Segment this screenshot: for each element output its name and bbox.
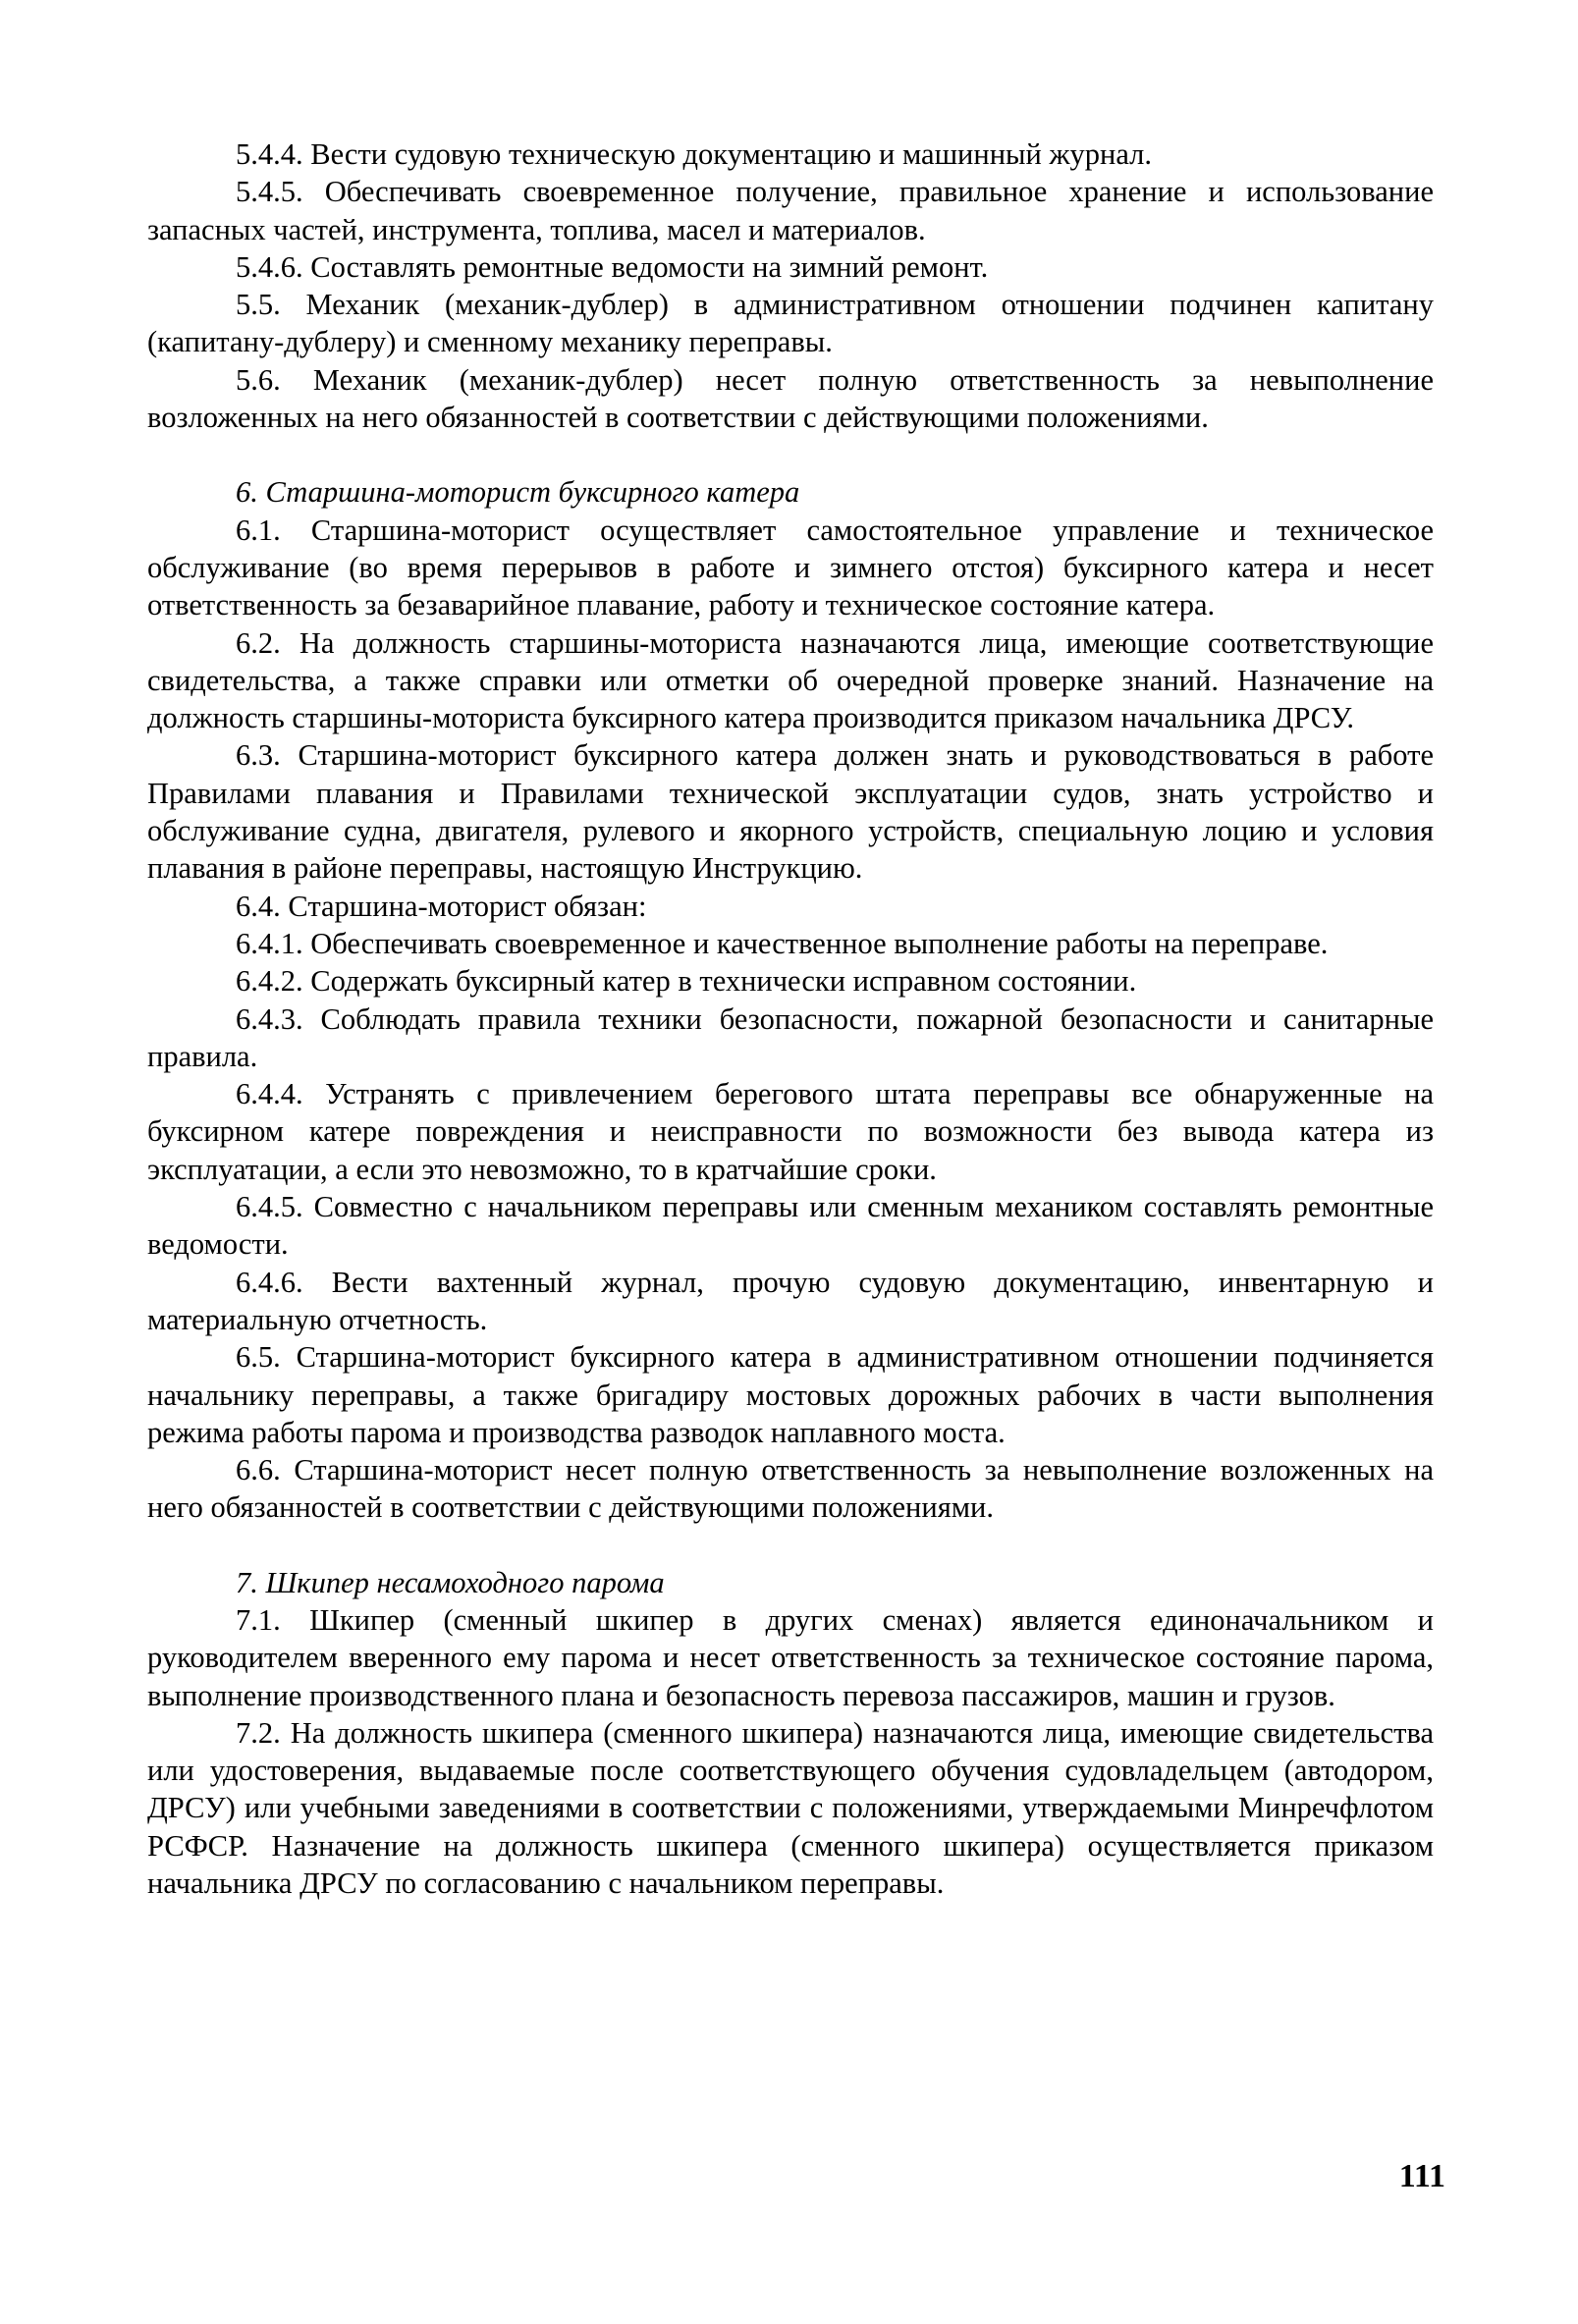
paragraph-6-4-6: 6.4.6. Вести вахтенный журнал, прочую судовую документацию, инвентарную и материальную отчетность. <box>147 1265 1434 1336</box>
paragraph-5-5: 5.5. Механик (механик-дублер) в административном отношении подчинен капитану (капитану-дублеру) и сменному механику переправы. <box>147 288 1434 359</box>
paragraph-6-4-3: 6.4.3. Соблюдать правила техники безопасности, пожарной безопасности и санитарные правила. <box>147 1001 1434 1073</box>
paragraph-6-4: 6.4. Старшина-моторист обязан: <box>236 889 647 923</box>
paragraph-6-4-5: 6.4.5. Совместно с начальником переправы или сменным механиком составлять ремонтные ведомости. <box>147 1190 1434 1262</box>
paragraph-5-4-4: 5.4.4. Вести судовую техническую документацию и машинный журнал. <box>236 137 1153 171</box>
paragraph-7-1: 7.1. Шкипер (сменный шкипер в других сменах) является единоначальником и руководителем вверенного ему парома и несет ответственность за техническое состояние парома, выполнение производственного плана и безопасность перевоза пассажиров, машин и грузов. <box>147 1602 1434 1712</box>
paragraph-6-6: 6.6. Старшина-моторист несет полную ответственность за невыполнение возложенных на него обязанностей в соответствии с действующими положениями. <box>147 1453 1434 1525</box>
paragraph-5-6: 5.6. Механик (механик-дублер) несет полную ответственность за невыполнение возложенных на него обязанностей в соответствии с действующими положениями. <box>147 362 1434 435</box>
paragraph-6-5: 6.5. Старшина-моторист буксирного катера в административном отношении подчиняется начальнику переправы, а также бригадиру мостовых дорожных рабочих в части выполнения режима работы парома и производства разводок наплавного моста. <box>147 1340 1434 1449</box>
section-spacer <box>147 1527 1434 1564</box>
paragraph-5-4-6: 5.4.6. Составлять ремонтные ведомости на зимний ремонт. <box>236 249 989 284</box>
page-body <box>147 135 1434 1902</box>
paragraph-5-4-5: 5.4.5. Обеспечивать своевременное получение, правильное хранение и использование запасных частей, инструмента, топлива, масел и материалов. <box>147 175 1434 246</box>
paragraph-6-4-2: 6.4.2. Содержать буксирный катер в технически исправном состоянии. <box>236 964 1137 999</box>
paragraph-7-2: 7.2. На должность шкипера (сменного шкипера) назначаются лица, имеющие свидетельства или удостоверения, выдаваемые после соответствующего обучения судовладельцем (автодором, ДРСУ) или учебными заведениями в соответствии с положениями, утверждаемыми Минречфлотом РСФСР. Назначение на должность шкипера (сменного шкипера) осуществляется приказом начальника ДРСУ по согласованию с начальником переправы. <box>147 1715 1434 1901</box>
paragraph-6-3: 6.3. Старшина-моторист буксирного катера должен знать и руководствоваться в работе Правилами плавания и Правилами технической эксплуатации судов, знать устройство и обслуживание судна, двигателя, рулевого и якорного устройств, специальную лоцию и условия плавания в районе переправы, настоящую Инструкцию. <box>147 738 1434 886</box>
paragraph-6-1: 6.1. Старшина-моторист осуществляет самостоятельное управление и техническое обслуживание (во время перерывов в работе и зимнего отстоя) буксирного катера и несет ответственность за безаварийное плавание, работу и техническое состояние катера. <box>147 513 1434 622</box>
section-7-heading: 7. Шкипер несамоходного парома <box>236 1565 665 1599</box>
paragraph-6-4-1: 6.4.1. Обеспечивать своевременное и качественное выполнение работы на переправе. <box>236 926 1329 960</box>
paragraph-6-4-4: 6.4.4. Устранять с привлечением берегового штата переправы все обнаруженные на буксирном катере повреждения и неисправности по возможности без вывода катера из эксплуатации, а если это невозможно, то в кратчайшие сроки. <box>147 1077 1434 1186</box>
page-number: 111 <box>1398 2158 1445 2194</box>
section-6-heading: 6. Старшина-моторист буксирного катера <box>236 475 800 510</box>
paragraph-6-2: 6.2. На должность старшины-моториста назначаются лица, имеющие соответствующие свидетельства, а также справки или отметки об очередной проверке знаний. Назначение на должность старшины-моториста буксирного катера производится приказом начальника ДРСУ. <box>147 625 1434 735</box>
section-spacer <box>147 436 1434 473</box>
